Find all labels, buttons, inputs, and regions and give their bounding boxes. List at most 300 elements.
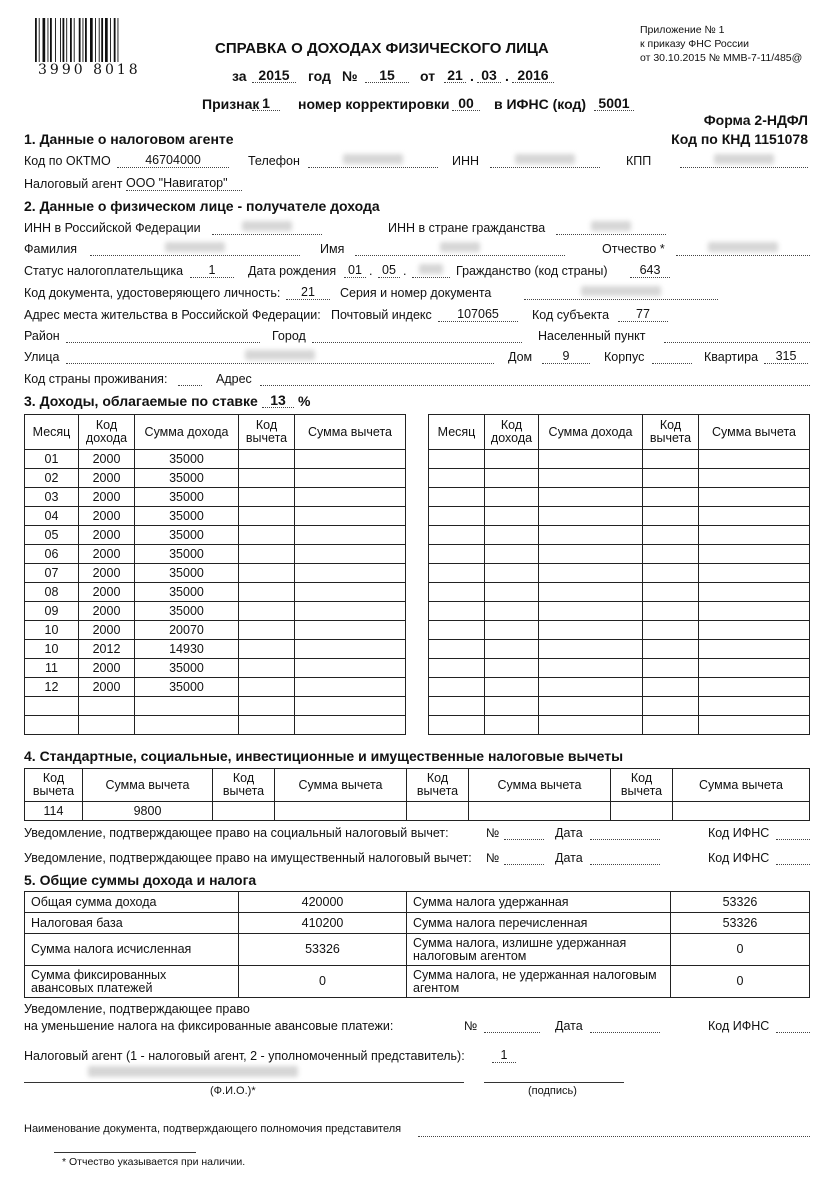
doc-code-field[interactable]: 21 [286, 285, 330, 300]
surname-label: Фамилия [24, 242, 78, 256]
deduction-sum-cell[interactable] [295, 659, 406, 678]
deduction-code-cell[interactable] [643, 621, 699, 640]
deduction-code-cell[interactable] [239, 450, 295, 469]
date-year-field[interactable]: 2016 [512, 68, 554, 83]
deduction-sum-cell[interactable] [295, 488, 406, 507]
deduction-sum-cell[interactable] [295, 526, 406, 545]
kpp-field[interactable] [680, 153, 808, 168]
deduction-code-cell[interactable] [643, 602, 699, 621]
postal-field[interactable]: 107065 [438, 307, 518, 322]
month-cell[interactable]: 02 [25, 469, 79, 488]
appendix-line3: от 30.10.2015 № ММВ-7-11/485@ [640, 52, 803, 64]
deduction-sum-cell[interactable] [295, 450, 406, 469]
rate-percent: % [298, 393, 311, 409]
tax-not-withheld-value[interactable]: 0 [671, 966, 810, 998]
income-sum-cell[interactable] [539, 545, 643, 564]
income-code-header: Код дохода [79, 415, 135, 450]
deduction-code-cell[interactable] [643, 450, 699, 469]
income-code-cell[interactable] [485, 659, 539, 678]
tax-calculated-label: Сумма налога исчисленная [25, 934, 239, 966]
deduction-sum-cell[interactable] [699, 640, 810, 659]
deduction-code-cell[interactable] [643, 583, 699, 602]
income-row [25, 545, 406, 564]
deduction-code-header: Код вычета [611, 769, 673, 802]
deduction-sum-cell[interactable] [699, 450, 810, 469]
birth-day-field[interactable]: 01 [344, 263, 366, 278]
advance-no-label: № [464, 1019, 478, 1033]
month-cell[interactable]: 01 [25, 450, 79, 469]
deduction-code-cell[interactable] [643, 507, 699, 526]
month-cell[interactable]: 03 [25, 488, 79, 507]
deduction-code-cell[interactable] [611, 802, 673, 821]
footnote-rule [54, 1152, 196, 1153]
agent-field[interactable]: ООО "Навигатор" [126, 176, 242, 191]
property-date-field[interactable] [590, 850, 660, 865]
deduction-sum-cell[interactable] [699, 507, 810, 526]
deduction-sum-cell[interactable] [699, 716, 810, 735]
status-field[interactable]: 1 [190, 263, 234, 278]
income-row [25, 564, 406, 583]
deduction-code-cell[interactable] [239, 659, 295, 678]
barcode-bar [90, 18, 93, 62]
income-sum-cell[interactable] [539, 450, 643, 469]
income-code-cell[interactable] [485, 640, 539, 659]
tax-overwithheld-value[interactable]: 0 [671, 934, 810, 966]
income-code-cell[interactable] [485, 621, 539, 640]
deduction-sum-cell[interactable] [699, 583, 810, 602]
deduction-code-cell[interactable] [239, 507, 295, 526]
income-sum-cell[interactable] [539, 678, 643, 697]
deduction-sum-header: Сумма вычета [83, 769, 213, 802]
income-row [429, 507, 810, 526]
deduction-code-header: Код вычета [25, 769, 83, 802]
barcode-bar [85, 18, 87, 62]
deduction-sum-cell[interactable] [699, 678, 810, 697]
deduction-code-cell[interactable] [643, 659, 699, 678]
income-code-cell[interactable]: 2000 [79, 488, 135, 507]
month-cell[interactable]: 10 [25, 640, 79, 659]
income-row [25, 659, 406, 678]
month-field[interactable]: 03 [477, 68, 501, 83]
income-sum-cell[interactable] [539, 564, 643, 583]
income-row [429, 469, 810, 488]
house-field[interactable]: 9 [542, 349, 590, 364]
deduction-code-cell[interactable] [643, 564, 699, 583]
social-notice-label: Уведомление, подтверждающее право на социальный налоговый вычет: [24, 826, 449, 840]
deduction-code-cell[interactable] [239, 602, 295, 621]
income-sum-cell[interactable] [539, 469, 643, 488]
rate-field[interactable]: 13 [262, 393, 294, 408]
income-code-cell[interactable] [485, 564, 539, 583]
income-sum-cell[interactable]: 35000 [135, 602, 239, 621]
barcode-bar [48, 18, 49, 62]
property-no-label: № [486, 851, 500, 865]
month-cell[interactable] [429, 697, 485, 716]
deduction-sum-cell[interactable] [699, 545, 810, 564]
income-sum-cell[interactable] [539, 621, 643, 640]
income-code-cell[interactable]: 2000 [79, 659, 135, 678]
deduction-code-cell[interactable] [213, 802, 275, 821]
income-row [429, 621, 810, 640]
income-code-cell[interactable] [485, 678, 539, 697]
deduction-sum-cell[interactable] [699, 697, 810, 716]
income-row [429, 716, 810, 735]
building-field[interactable] [652, 349, 692, 364]
income-row [25, 450, 406, 469]
social-date-field[interactable] [590, 825, 660, 840]
deduction-sum-cell[interactable] [295, 678, 406, 697]
inn-foreign-field[interactable] [556, 220, 666, 235]
district-label: Район [24, 329, 60, 343]
month-cell[interactable] [429, 621, 485, 640]
subject-label: Код субъекта [532, 308, 610, 322]
deduction-code-cell[interactable] [643, 488, 699, 507]
income-code-cell[interactable]: 2000 [79, 583, 135, 602]
month-cell[interactable]: 05 [25, 526, 79, 545]
doc-code-label: Код документа, удостоверяющего личность: [24, 286, 281, 300]
city-label: Город [272, 329, 306, 343]
month-cell[interactable]: 10 [25, 621, 79, 640]
month-header: Месяц [25, 415, 79, 450]
income-sum-cell[interactable]: 35000 [135, 583, 239, 602]
name-field[interactable] [355, 241, 565, 256]
month-cell[interactable] [429, 678, 485, 697]
month-cell[interactable] [429, 507, 485, 526]
income-sum-cell[interactable] [539, 488, 643, 507]
income-sum-cell[interactable]: 35000 [135, 507, 239, 526]
advance-ifns-label: Код ИФНС [708, 1019, 770, 1033]
flat-field[interactable]: 315 [764, 349, 808, 364]
deduction-sum-cell[interactable] [699, 526, 810, 545]
income-code-cell[interactable] [485, 583, 539, 602]
barcode-bar [101, 18, 103, 62]
deduction-code-cell[interactable] [239, 678, 295, 697]
corr-field[interactable]: 00 [452, 96, 480, 111]
income-code-cell[interactable] [485, 488, 539, 507]
agent-inn-field[interactable] [490, 153, 600, 168]
property-ifns-field[interactable] [776, 850, 810, 865]
deduction-sum-cell[interactable] [295, 640, 406, 659]
knd-code: Код по КНД 1151078 [671, 131, 808, 147]
barcode-bar [66, 18, 67, 62]
deduction-sum-cell[interactable] [699, 564, 810, 583]
inn-rf-field[interactable] [212, 220, 322, 235]
deduction-sum-cell[interactable] [295, 716, 406, 735]
month-cell[interactable] [429, 640, 485, 659]
street-label: Улица [24, 350, 60, 364]
signature-caption: (подпись) [528, 1085, 577, 1097]
locality-label: Населенный пункт [538, 329, 646, 343]
income-sum-cell[interactable] [539, 583, 643, 602]
deduction-sum-cell[interactable] [295, 621, 406, 640]
deduction-sum-cell[interactable] [295, 545, 406, 564]
month-cell[interactable] [429, 716, 485, 735]
income-sum-cell[interactable]: 14930 [135, 640, 239, 659]
month-cell[interactable] [429, 526, 485, 545]
barcode-bar [105, 18, 108, 62]
number-field[interactable]: 15 [365, 68, 409, 83]
income-code-cell[interactable] [485, 697, 539, 716]
citizenship-field[interactable]: 643 [630, 263, 670, 278]
deduction-sum-header: Сумма вычета [469, 769, 611, 802]
income-table-right [428, 414, 810, 735]
month-cell[interactable]: 08 [25, 583, 79, 602]
birth-label: Дата рождения [248, 264, 337, 278]
income-code-cell[interactable] [485, 716, 539, 735]
day-field[interactable]: 21 [444, 68, 466, 83]
advance-payments-value[interactable]: 0 [239, 966, 407, 998]
income-sum-cell[interactable] [539, 640, 643, 659]
deduction-code-cell[interactable] [239, 469, 295, 488]
district-field[interactable] [66, 328, 260, 343]
deductions-table [24, 768, 810, 821]
deduction-sum-cell[interactable] [295, 602, 406, 621]
deduction-code-cell[interactable] [239, 583, 295, 602]
month-cell[interactable]: 06 [25, 545, 79, 564]
property-no-field[interactable] [504, 850, 544, 865]
deduction-code-cell[interactable] [643, 678, 699, 697]
total-income-value[interactable]: 420000 [239, 892, 407, 913]
deduction-code-cell[interactable] [643, 526, 699, 545]
deduction-sum-cell[interactable] [699, 602, 810, 621]
birth-dot: . [369, 264, 373, 278]
month-cell[interactable] [429, 602, 485, 621]
advance-date-label: Дата [555, 1019, 583, 1033]
income-sum-cell[interactable]: 35000 [135, 564, 239, 583]
number-label: № [342, 68, 358, 84]
deduction-code-header: Код вычета [213, 769, 275, 802]
income-row [429, 602, 810, 621]
address-label: Адрес места жительства в Российской Федерации: [24, 308, 321, 322]
income-code-cell[interactable]: 2012 [79, 640, 135, 659]
income-code-cell[interactable] [79, 697, 135, 716]
document-field[interactable] [418, 1122, 810, 1137]
deduction-sum-cell[interactable] [295, 697, 406, 716]
income-sum-cell[interactable] [539, 697, 643, 716]
income-row [25, 640, 406, 659]
sign-field[interactable]: 1 [252, 96, 280, 111]
advance-ifns-field[interactable] [776, 1018, 810, 1033]
income-code-cell[interactable] [485, 450, 539, 469]
month-cell[interactable] [429, 659, 485, 678]
income-code-cell[interactable] [485, 469, 539, 488]
income-sum-cell[interactable]: 35000 [135, 678, 239, 697]
income-sum-cell[interactable]: 35000 [135, 469, 239, 488]
income-code-cell[interactable]: 2000 [79, 450, 135, 469]
income-row [25, 697, 406, 716]
deduction-code-cell[interactable] [643, 640, 699, 659]
property-date-label: Дата [555, 851, 583, 865]
income-code-cell[interactable]: 2000 [79, 564, 135, 583]
date-dot: . [470, 68, 474, 84]
barcode-bar [95, 18, 96, 62]
subject-field[interactable]: 77 [618, 307, 668, 322]
income-row [429, 564, 810, 583]
income-sum-cell[interactable]: 35000 [135, 526, 239, 545]
deduction-sum-cell[interactable] [699, 469, 810, 488]
advance-no-field[interactable] [484, 1018, 540, 1033]
deduction-code-cell[interactable] [239, 545, 295, 564]
income-row [429, 678, 810, 697]
deduction-code-cell[interactable]: 114 [25, 802, 83, 821]
fio-value[interactable] [88, 1066, 298, 1080]
agent-inn-label: ИНН [452, 154, 480, 168]
corr-label: номер корректировки [298, 96, 450, 112]
month-cell[interactable]: 12 [25, 678, 79, 697]
income-code-cell[interactable] [485, 526, 539, 545]
month-cell[interactable] [429, 450, 485, 469]
barcode-bar [118, 18, 119, 62]
deduction-sum-header: Сумма вычета [673, 769, 810, 802]
income-sum-cell[interactable] [539, 716, 643, 735]
social-ifns-field[interactable] [776, 825, 810, 840]
signature-line [484, 1082, 624, 1083]
barcode-bar [79, 18, 81, 62]
month-cell[interactable]: 04 [25, 507, 79, 526]
totals-table [24, 891, 810, 998]
income-row [25, 526, 406, 545]
income-sum-cell[interactable] [539, 507, 643, 526]
income-sum-cell[interactable]: 35000 [135, 450, 239, 469]
deduction-sum-cell[interactable] [469, 802, 611, 821]
deduction-sum-cell[interactable] [275, 802, 407, 821]
city-field[interactable] [312, 328, 522, 343]
barcode-bar [43, 18, 46, 62]
deduction-sum-cell[interactable]: 9800 [83, 802, 213, 821]
income-code-cell[interactable]: 2000 [79, 621, 135, 640]
income-sum-cell[interactable] [539, 602, 643, 621]
phone-field[interactable] [308, 153, 438, 168]
locality-field[interactable] [664, 328, 810, 343]
month-cell[interactable] [429, 488, 485, 507]
advance-date-field[interactable] [590, 1018, 660, 1033]
barcode-bar [55, 18, 56, 62]
deduction-code-cell[interactable] [239, 488, 295, 507]
inn-foreign-label: ИНН в стране гражданства [388, 221, 546, 235]
income-row [25, 583, 406, 602]
tax-base-value[interactable]: 410200 [239, 913, 407, 934]
deduction-code-cell[interactable] [239, 716, 295, 735]
income-code-cell[interactable]: 2000 [79, 545, 135, 564]
income-code-cell[interactable]: 2000 [79, 678, 135, 697]
social-no-field[interactable] [504, 825, 544, 840]
income-code-cell[interactable]: 2000 [79, 602, 135, 621]
income-sum-cell[interactable] [539, 659, 643, 678]
tax-withheld-value[interactable]: 53326 [671, 892, 810, 913]
flat-label: Квартира [704, 350, 759, 364]
building-label: Корпус [604, 350, 645, 364]
surname-field[interactable] [90, 241, 300, 256]
deduction-code-cell[interactable] [239, 526, 295, 545]
tax-transferred-value[interactable]: 53326 [671, 913, 810, 934]
agent-type-field[interactable]: 1 [492, 1048, 516, 1063]
deduction-code-cell[interactable] [407, 802, 469, 821]
doc-series-label: Серия и номер документа [340, 286, 492, 300]
income-code-cell[interactable] [485, 545, 539, 564]
tax-transferred-label: Сумма налога перечисленная [407, 913, 671, 934]
income-sum-cell[interactable]: 35000 [135, 545, 239, 564]
income-row [25, 716, 406, 735]
income-code-cell[interactable]: 2000 [79, 469, 135, 488]
birth-year-field[interactable] [412, 263, 450, 278]
deduction-sum-cell[interactable] [295, 583, 406, 602]
income-code-cell[interactable]: 2000 [79, 507, 135, 526]
appendix-line2: к приказу ФНС России [640, 38, 749, 50]
deduction-sum-cell[interactable] [295, 564, 406, 583]
deduction-sum-cell[interactable] [295, 507, 406, 526]
deduction-sum-header: Сумма вычета [295, 415, 406, 450]
from-label: от [420, 68, 436, 84]
deduction-sum-cell[interactable] [699, 659, 810, 678]
ifns-field[interactable]: 5001 [594, 96, 634, 111]
barcode-bar [35, 18, 37, 62]
income-row [25, 488, 406, 507]
month-cell[interactable] [429, 545, 485, 564]
tax-calculated-value[interactable]: 53326 [239, 934, 407, 966]
month-cell[interactable] [25, 697, 79, 716]
income-row [25, 469, 406, 488]
deduction-sum-cell[interactable] [295, 469, 406, 488]
agent-label: Налоговый агент [24, 177, 123, 191]
deduction-code-cell[interactable] [239, 621, 295, 640]
income-row [429, 488, 810, 507]
income-sum-cell[interactable]: 20070 [135, 621, 239, 640]
income-table-left [24, 414, 406, 735]
month-cell[interactable]: 11 [25, 659, 79, 678]
month-cell[interactable] [429, 583, 485, 602]
street-field[interactable] [66, 349, 494, 364]
deduction-sum-cell[interactable] [673, 802, 810, 821]
deduction-code-cell[interactable] [643, 716, 699, 735]
deduction-code-cell[interactable] [239, 564, 295, 583]
oktmo-field[interactable]: 46704000 [117, 153, 229, 168]
deduction-code-cell[interactable] [643, 469, 699, 488]
income-sum-cell[interactable] [539, 526, 643, 545]
month-cell[interactable] [25, 716, 79, 735]
deduction-sum-cell[interactable] [699, 621, 810, 640]
month-cell[interactable]: 07 [25, 564, 79, 583]
birth-month-field[interactable]: 05 [378, 263, 400, 278]
month-header: Месяц [429, 415, 485, 450]
deduction-sum-cell[interactable] [699, 488, 810, 507]
month-cell[interactable] [429, 564, 485, 583]
income-row [429, 697, 810, 716]
barcode-bar [114, 18, 116, 62]
income-sum-cell[interactable]: 35000 [135, 488, 239, 507]
year-field[interactable]: 2015 [252, 68, 296, 83]
foreign-address-field[interactable] [260, 371, 810, 386]
income-sum-cell[interactable] [135, 716, 239, 735]
income-sum-header: Сумма дохода [539, 415, 643, 450]
deduction-sum-header: Сумма вычета [699, 415, 810, 450]
deduction-code-cell[interactable] [239, 697, 295, 716]
income-sum-cell[interactable] [135, 697, 239, 716]
country-field[interactable] [178, 371, 202, 386]
income-sum-cell[interactable]: 35000 [135, 659, 239, 678]
deduction-code-cell[interactable] [239, 640, 295, 659]
deduction-code-cell[interactable] [643, 545, 699, 564]
income-code-cell[interactable]: 2000 [79, 526, 135, 545]
patronymic-field[interactable] [676, 241, 810, 256]
deduction-code-cell[interactable] [643, 697, 699, 716]
income-code-cell[interactable] [485, 507, 539, 526]
month-cell[interactable]: 09 [25, 602, 79, 621]
month-cell[interactable] [429, 469, 485, 488]
income-code-cell[interactable] [79, 716, 135, 735]
oktmo-label: Код по ОКТМО [24, 154, 111, 168]
doc-series-field[interactable] [524, 285, 718, 300]
income-code-cell[interactable] [485, 602, 539, 621]
